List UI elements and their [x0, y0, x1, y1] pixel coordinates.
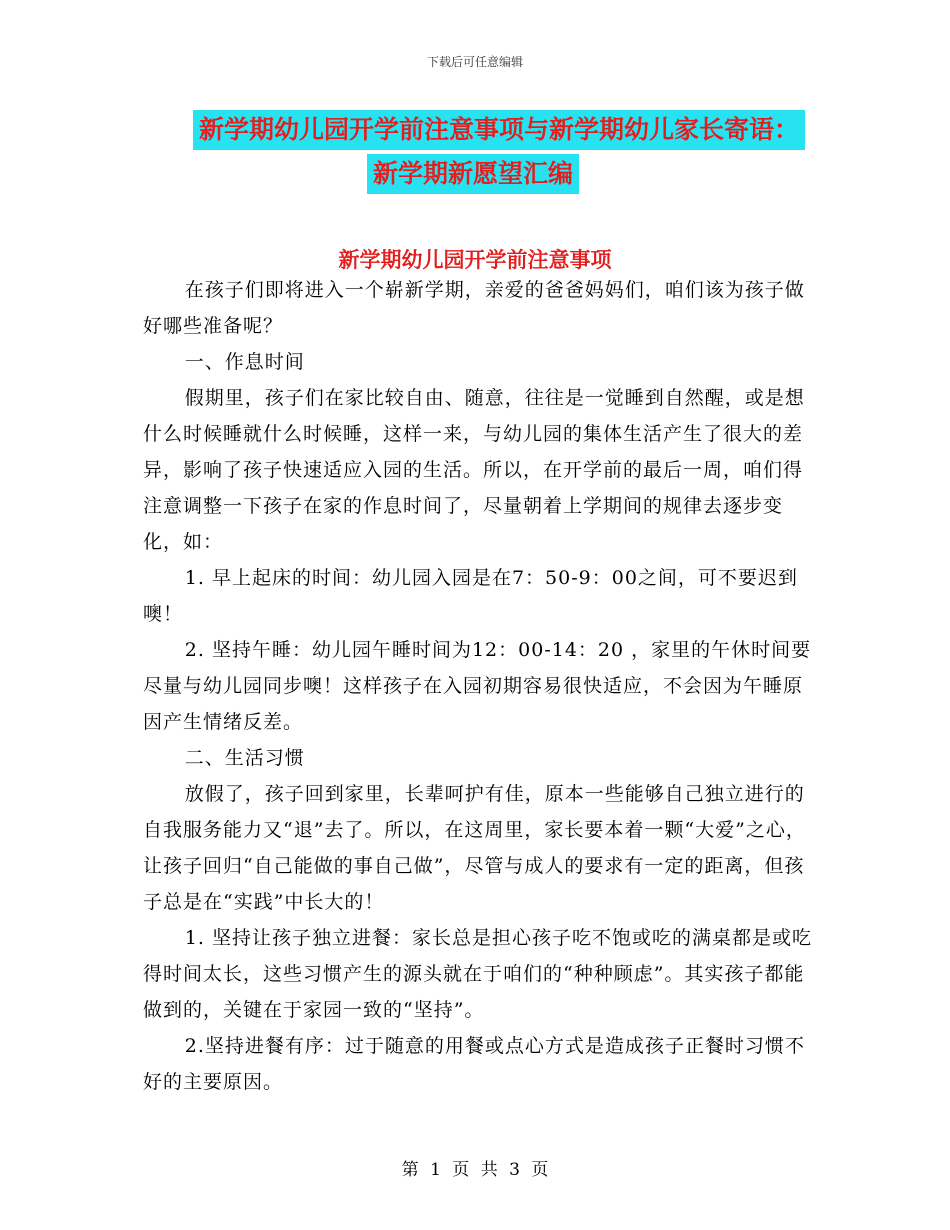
list-item: 2.坚持进餐有序：过于随意的用餐或点心方式是造成孩子正餐时习惯不好的主要原因。 — [143, 1035, 805, 1093]
paragraph: 放假了，孩子回到家里，长辈呵护有佳，原本一些能够自己独立进行的自我服务能力又“退”去了。所以，在这周里，家长要本着一颗“大爱”之心，让孩子回归“自己能做的事自己做”，尽管与成人的要求有一定的距离，但孩子总是在“实践”中长大的！ — [143, 783, 806, 913]
paragraph: 假期里，孩子们在家比较自由、随意，往往是一觉睡到自然醒，或是想什么时候睡就什么时候睡，这样一来，与幼儿园的集体生活产生了很大的差异，影响了孩子快速适应入园的生活。所以，在开学前的最后一周，咱们得注意调整一下孩子在家的作息时间了，尽量朝着上学期间的规律去逐步变化，如： — [143, 387, 805, 553]
title-line-1: 新学期幼儿园开学前注意事项与新学期幼儿家长寄语： — [193, 110, 805, 150]
body-text — [143, 272, 813, 1100]
header-note: 下载后可任意编辑 — [426, 55, 523, 69]
title-line-2: 新学期新愿望汇编 — [367, 154, 579, 194]
list-item: 2. 坚持午睡：幼儿园午睡时间为12：00-14：20 ，家里的午休时间要尽量与幼儿园同步噢！这样孩子在入园初期容易很快适应，不会因为午睡原因产生情绪反差。 — [143, 639, 812, 733]
subheading: 一、作息时间 — [184, 351, 305, 373]
list-item: 1. 早上起床的时间：幼儿园入园是在7：50-9：00之间，可不要迟到噢！ — [143, 567, 798, 625]
paragraph: 在孩子们即将进入一个崭新学期，亲爱的爸爸妈妈们，咱们该为孩子做好哪些准备呢？ — [143, 279, 805, 337]
list-item: 1. 坚持让孩子独立进餐：家长总是担心孩子吃不饱或吃的满桌都是或吃得时间太长，这些习惯产生的源头就在于咱们的“种种顾虑”。其实孩子都能做到的，关键在于家园一致的“坚持”。 — [143, 927, 812, 1021]
subheading: 二、生活习惯 — [184, 747, 305, 769]
page-footer: 第 1 页 共 3 页 — [401, 1160, 549, 1180]
section-title: 新学期幼儿园开学前注意事项 — [338, 248, 612, 272]
